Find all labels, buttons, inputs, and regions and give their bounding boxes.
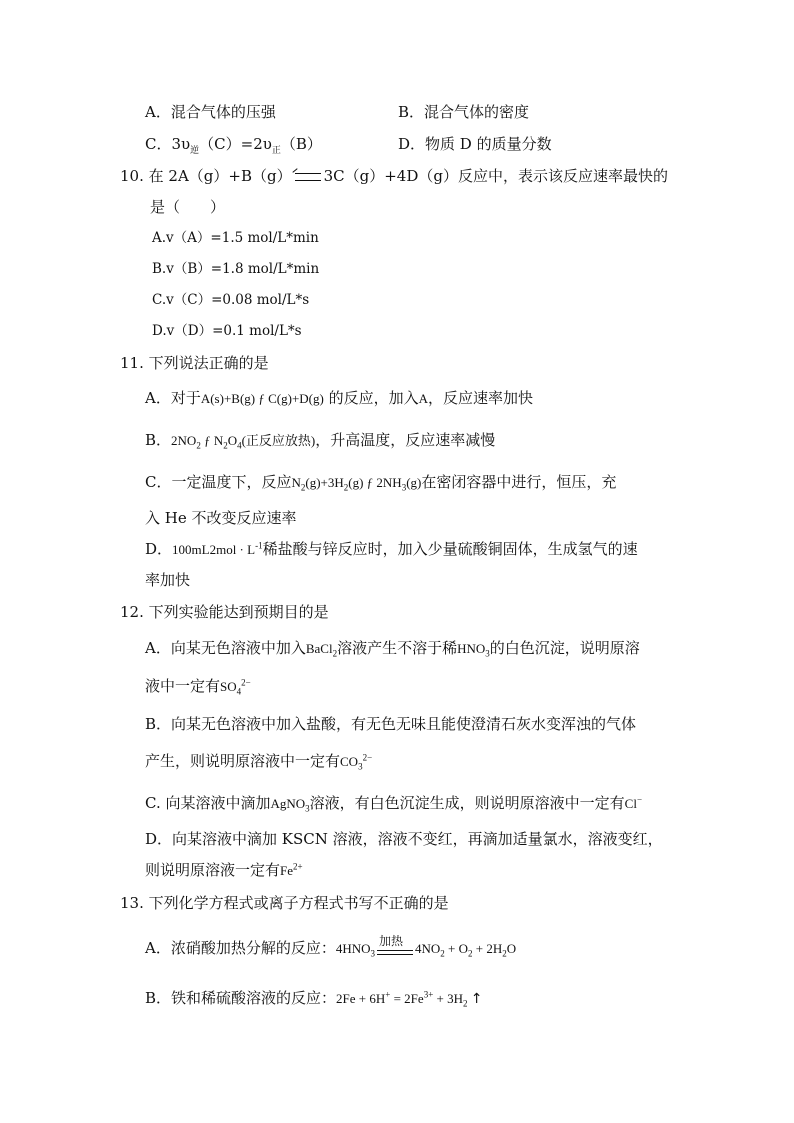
q12-a-chem [305,641,338,659]
q11-c-eq-sub1: 2 [300,482,306,493]
q13-a-eq-r2: + O [444,941,469,956]
q12-c-chem-sub: 3 [305,803,310,814]
q12-option-d: D．向某溶液中滴加 KSCN 溶液，溶液不变红，再滴加适量氯水，溶液变红， [145,830,663,848]
q13-a-heat-label: 加热 [379,934,404,949]
q12-d-ion-text: Fe [280,863,294,878]
q12-stem [120,602,329,622]
q13-a-eq-r4: O [506,941,517,956]
q12-option-d-line2 [145,860,303,881]
q12-d-ion [280,863,303,878]
q12-c-ion-sup: − [636,794,643,805]
q12-a-line2-text: 液中一定有 [145,677,221,695]
q12-b-ion-text: CO [340,754,359,769]
q12-a-mid: 溶液产生不溶于稀 [337,639,458,657]
q12-b-ion-sub: 3 [358,761,363,772]
q11-option-c [145,472,616,493]
q9-option-b: B．混合气体的密度 [398,103,530,121]
q11-number: 11. [120,354,144,372]
q13-b-eq-2: = 2Fe [390,991,424,1006]
q10-text-pre: 在 2A（g）+B（g） [148,167,292,185]
q12-a-chem2-text: HNO [457,641,486,656]
q12-option-a-line2 [145,676,251,697]
q13-option-b [145,988,482,1009]
q11-c-eq-sub2: 2 [343,482,349,493]
q13-a-pre: A．浓硝酸加热分解的反应： [145,939,336,957]
q12-c-ion [625,796,642,811]
q12-a-ion [220,677,251,697]
q9-c-pre: C．3υ [145,135,191,153]
q10-stem-line2: 是（ ） [150,198,226,216]
q12-a-end: 的白色沉淀，说明原溶 [489,639,640,657]
q11-a-pre: A．对于 [145,389,201,407]
q9-c-sub1: 逆 [190,146,200,156]
q13-stem [120,893,449,913]
q10-option-c: C.v（C）=0.08 mol/L*s [152,292,310,308]
q11-option-c-line2: 入 He 不改变反应速率 [145,509,297,527]
q11-b-eq-2: ƒ N [200,433,224,448]
q11-c-pre: C．一定温度下，反应 [145,473,292,491]
q12-a-chem2-sub: 3 [485,648,490,659]
q13-a-eq-left-sub: 3 [370,948,376,959]
q13-b-eq-1: 2Fe + 6H [336,991,386,1006]
heat-arrow-icon [375,934,415,960]
q11-a-equation: A(s)+B(g) ƒ C(g)+D(g) [200,391,324,406]
q12-b-ion-sup: 2− [362,752,373,763]
q11-a-equation2: A [418,391,428,406]
q10-option-b: B.v（B）=1.8 mol/L*min [152,261,320,277]
q11-b-eq-sub1: 2 [196,440,201,451]
q12-a-ion-sub: 4 [236,686,242,697]
gas-up-arrow-icon: ↑ [470,991,483,1007]
q12-option-c [145,793,642,814]
q12-c-end: 溶液，有白色沉淀生成，则说明原溶液中一定有 [309,794,625,812]
q13-option-a [145,934,517,960]
q12-option-a [145,638,640,659]
q11-b-end: ，升高温度，反应速率减慢 [315,431,496,449]
q9-c-mid: （C）=2υ [199,135,272,153]
q10-number: 10. [120,167,144,185]
q11-option-b [145,430,495,451]
q13-b-equation [336,989,483,1009]
q13-a-eq-r1: 4NO [415,941,441,956]
q12-d-line2-text: 则说明原溶液一定有 [145,861,281,879]
q11-b-eq-4: (正反应放热) [241,433,316,448]
q11-d-equation [172,542,263,557]
q13-a-eq-r1-sub: 2 [440,948,445,959]
q11-c-eq-3: (g) ƒ 2NH [348,475,402,490]
q12-a-chem-sub: 2 [332,648,338,659]
equilibrium-arrow-icon [295,173,321,181]
q13-b-eq-3: + 3H [433,991,463,1006]
q12-a-pre: A．向某无色溶液中加入 [145,639,306,657]
q13-stem-text: 下列化学方程式或离子方程式书写不正确的是 [148,894,449,912]
q11-d-pre: D． [145,540,173,558]
q12-a-ion-text: SO [220,679,237,694]
q11-c-eq-1: N [291,475,301,490]
q10-option-d: D.v（D）=0.1 mol/L*s [152,323,302,339]
q13-b-pre: B．铁和稀硫酸溶液的反应： [145,989,337,1007]
q12-number: 12. [120,603,144,621]
q12-c-chem-text: AgNO [270,796,306,811]
q9-option-d: D．物质 D 的质量分数 [398,135,552,153]
q12-option-b: B．向某无色溶液中加入盐酸，有无色无味且能使澄清石灰水变浑浊的气体 [145,715,637,733]
q11-a-end: ，反应速率加快 [428,389,534,407]
q10-option-a: A.v（A）=1.5 mol/L*min [152,230,319,246]
q11-c-eq-2: (g)+3H [305,475,344,490]
q12-d-ion-sup: 2+ [293,861,303,872]
q11-option-d [145,539,638,560]
q12-c-pre: C. 向某溶液中滴加 [145,794,271,812]
q11-b-pre: B． [145,431,172,449]
q12-c-chem [270,796,310,814]
q9-c-sub2: 正 [271,146,281,156]
q13-a-eq-r3-sub: 2 [502,948,507,959]
q11-c-end: 在密闭容器中进行，恒压，充 [421,473,617,491]
q11-c-eq-sub3: 3 [401,482,407,493]
q12-a-chem2 [457,641,490,659]
q12-c-ion-text: Cl [624,796,637,811]
q11-d-eq-1: 100mL2mol · L [172,542,256,557]
q13-a-eq-r2-sub: 2 [468,948,473,959]
q11-d-end: 稀盐酸与锌反应时，加入少量硫酸铜固体，生成氢气的速 [262,540,638,558]
q13-b-eq-2-sup: 3+ [423,989,434,1000]
q9-option-c [145,134,322,154]
q9-option-a: A．混合气体的压强 [145,103,276,121]
q11-c-eq-4: (g) [406,475,422,490]
q13-a-eq-left: 4HNO [335,941,371,956]
q11-b-eq-3: O [227,433,238,448]
q13-a-equation [335,934,517,959]
q10-text-post: 3C（g）+4D（g）反应中，表示该反应速率最快的 [323,167,668,185]
q11-c-equation [291,475,422,493]
q12-option-b-line2 [145,751,372,772]
q11-d-eq-sup: -1 [255,540,263,551]
q10-stem [120,166,668,186]
q9-c-post: （B） [280,135,322,153]
q12-b-line2-text: 产生，则说明原溶液中一定有 [145,752,341,770]
q11-stem-text: 下列说法正确的是 [148,354,269,372]
q13-number: 13. [120,894,144,912]
q11-b-eq-sub3: 4 [237,440,242,451]
q12-a-chem-text: BaCl [305,641,333,656]
q13-b-eq-3-sub: 2 [463,998,468,1009]
q11-stem [120,353,269,373]
q12-stem-text: 下列实验能达到预期目的是 [148,603,329,621]
q13-b-eq-1-sup: + [385,989,391,1000]
q11-option-d-line2: 率加快 [145,571,191,589]
q11-b-eq-sub2: 2 [223,440,228,451]
q11-a-post: 的反应，加入 [323,389,419,407]
q11-b-eq-1: 2NO [171,433,197,448]
q11-option-a [145,388,533,409]
q12-a-ion-sup: 2− [241,677,251,688]
q11-b-equation [171,433,316,451]
q13-a-eq-r3: + 2H [472,941,503,956]
q12-b-ion [340,752,373,772]
